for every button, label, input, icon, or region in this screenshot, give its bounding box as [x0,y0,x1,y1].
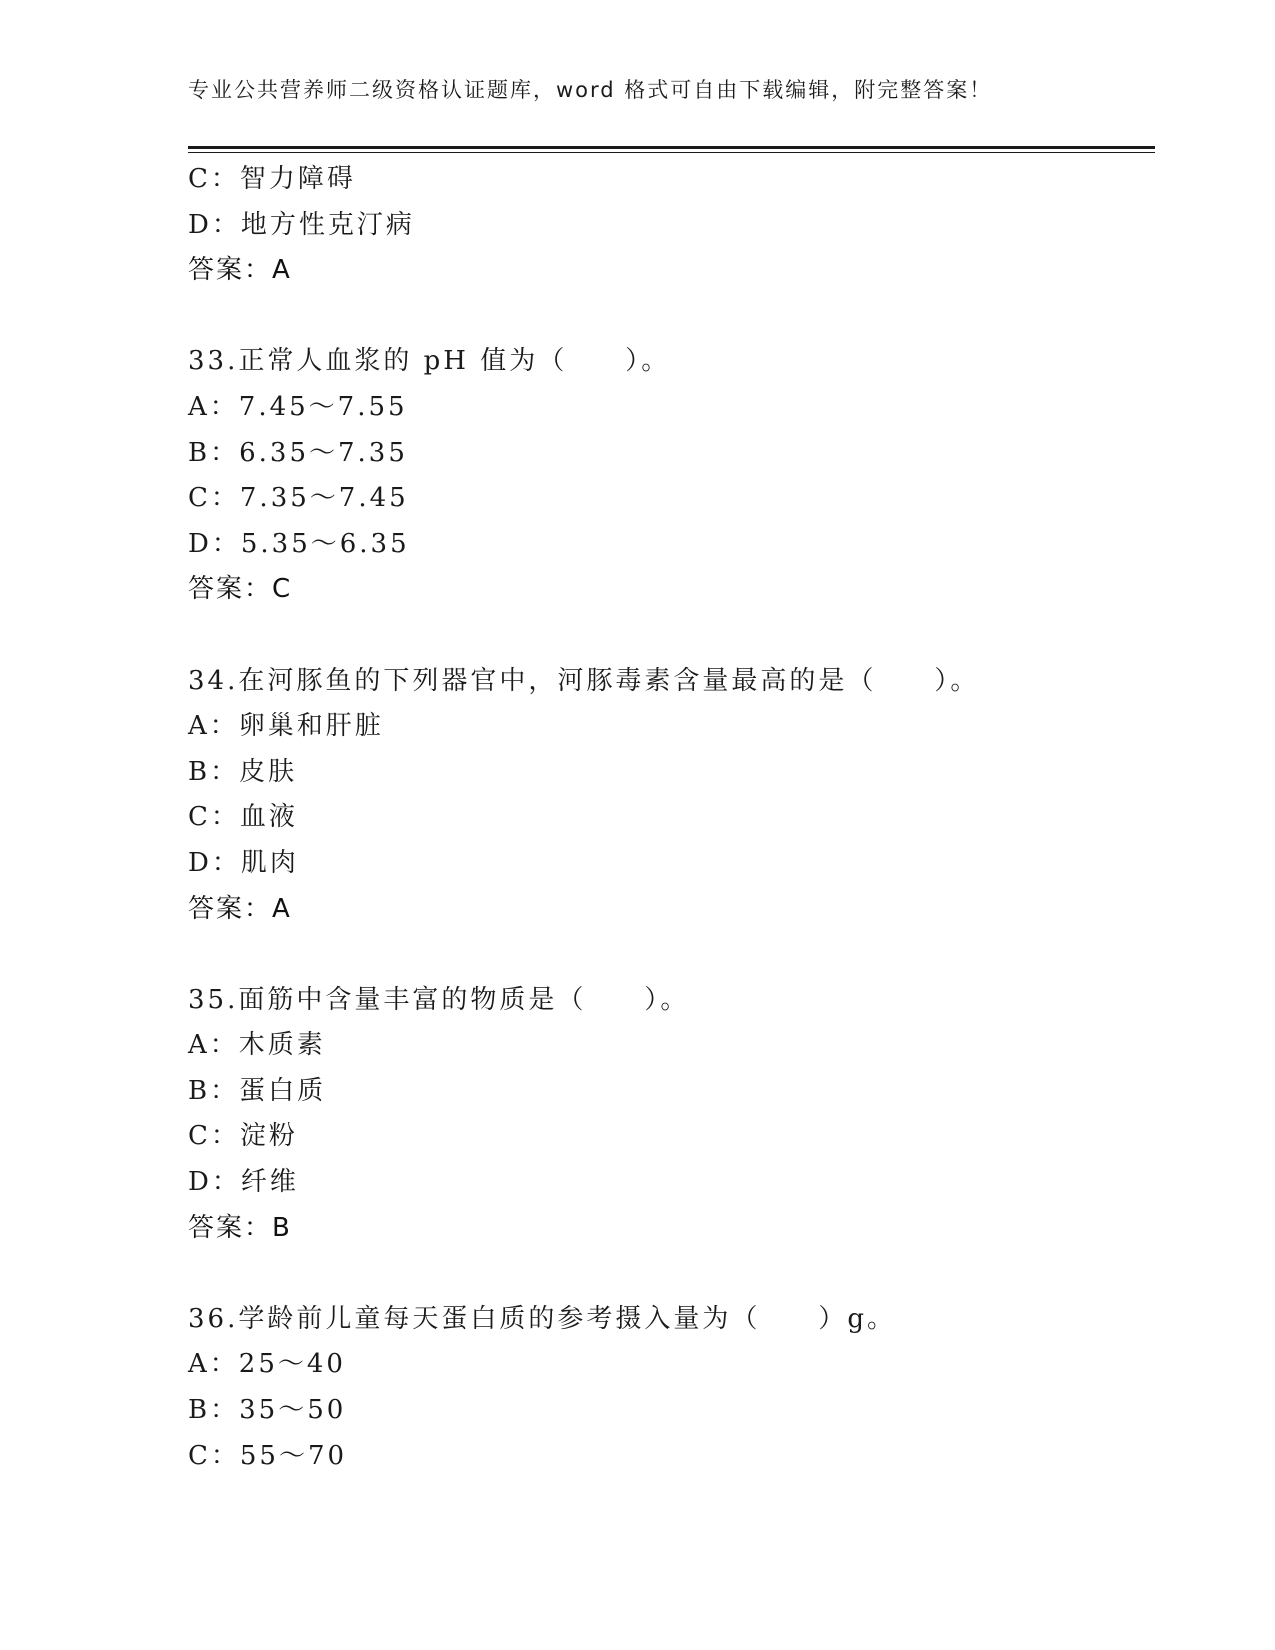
answer-line: 答案：B [188,1212,292,1243]
header-rule-thick [188,146,1155,149]
spacer [188,294,1155,340]
option-d: D：5.35～6.35 [188,528,410,559]
spacer [188,1251,1155,1297]
question-block-continued [188,157,1155,294]
question-block [188,978,1155,1252]
question-stem: 35.面筋中含量丰富的物质是（ ）。 [188,984,690,1015]
question-stem: 36.学龄前儿童每天蛋白质的参考摄入量为（ ）g。 [188,1303,896,1334]
option-b: B：35～50 [188,1395,347,1426]
option-d: D：地方性克汀病 [188,209,415,240]
spacer [188,932,1155,978]
question-stem: 34.在河豚鱼的下列器官中，河豚毒素含量最高的是（ ）。 [188,665,980,696]
option-a: A：7.45～7.55 [188,391,408,422]
question-stem: 33.正常人血浆的 pH 值为（ ）。 [188,346,671,377]
option-c: C：智力障碍 [188,164,356,194]
option-a: A：木质素 [188,1030,326,1061]
option-c: C：淀粉 [188,1121,298,1152]
option-a: A：卵巢和肝脏 [188,711,384,742]
page-header: 专业公共营养师二级资格认证题库，word 格式可自由下载编辑，附完整答案！ [188,78,993,102]
option-d: D：肌肉 [188,847,299,878]
option-a: A：25～40 [188,1349,346,1380]
answer-line: 答案：A [188,893,292,924]
question-block [188,659,1155,933]
spacer [188,613,1155,659]
option-d: D：纤维 [188,1167,299,1198]
question-block [188,1297,1155,1479]
option-c: C：血液 [188,802,298,833]
option-b: B：皮肤 [188,756,298,787]
option-c: C：7.35～7.45 [188,483,409,514]
option-b: B：蛋白质 [188,1075,327,1106]
question-list [188,157,1155,1479]
header-rule-thin [188,152,1155,153]
option-b: B：6.35～7.35 [188,437,408,468]
answer-line: 答案：C [188,574,293,605]
answer-line: 答案：A [188,255,292,286]
option-c: C：55～70 [188,1440,348,1471]
question-block [188,339,1155,613]
